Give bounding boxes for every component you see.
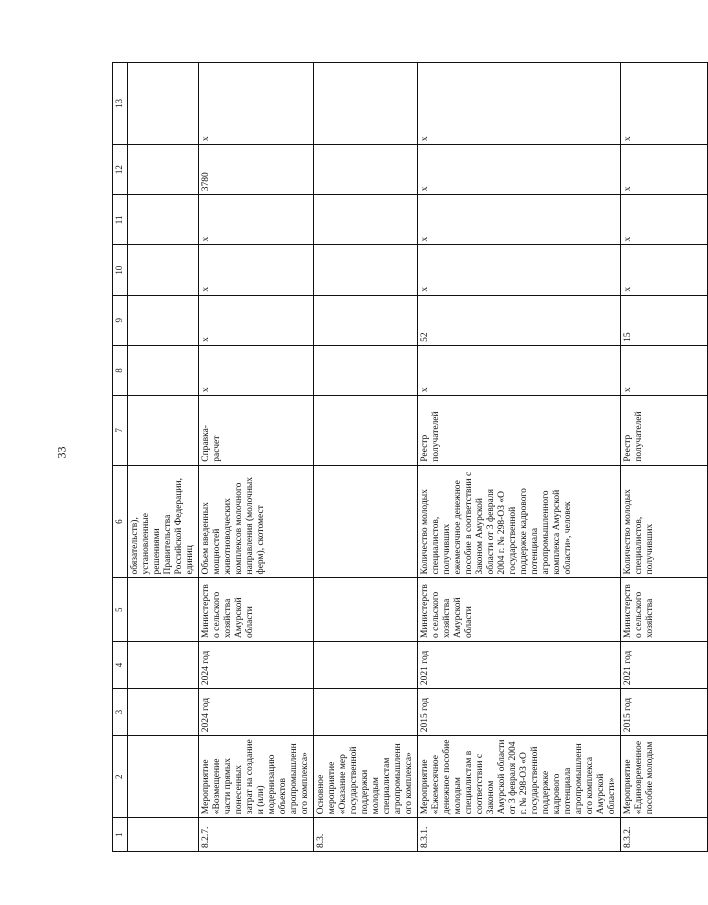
table-cell (128, 63, 199, 145)
table-cell (128, 641, 199, 688)
table-cell: 2021 год (418, 641, 621, 688)
header-cell: 6 (113, 465, 128, 578)
table-cell: Мероприятие «Ежемесячное денежное пособие молодым специалистам в соответствии с Законом Амурской области от 3 февраля 2004 г. № 298-ОЗ «О государственной поддержке кадрового потенциала агропромышленного комплекса Амурской области» (418, 736, 621, 818)
table-cell: 2021 год (621, 641, 708, 688)
table-cell: Справка-расчет (199, 396, 314, 466)
table-cell: Объем введенных мощностей животноводческих комплексов молочного направления (молочных ферм), скотомест (199, 465, 314, 578)
table-cell: 15 (621, 295, 708, 345)
rotated-table-wrapper (112, 62, 655, 852)
table-cell (128, 396, 199, 466)
table-cell: Количество молодых специалистов, получивших ежемесячное денежное пособие в соответствии с Законом Амурской области от 3 февраля 2004 г. № 298-ОЗ «О государственной поддержке кадрового потенциала агропромышленного комплекса Амурской области», человек (418, 465, 621, 578)
table-cell: х (418, 145, 621, 195)
table-body (113, 63, 708, 852)
table-cell: 2024 год (199, 641, 314, 688)
table-row (314, 63, 418, 852)
table-cell (128, 818, 199, 852)
table-cell: обязательств), установленные решениями Правительства Российской Федерации, единиц (128, 465, 199, 578)
table-cell (314, 345, 418, 395)
table-cell: х (621, 195, 708, 245)
table-cell (314, 145, 418, 195)
table-row (199, 63, 314, 852)
table-cell: х (621, 63, 708, 145)
table-cell: Реестр получателей (621, 396, 708, 466)
header-cell: 3 (113, 689, 128, 736)
table-cell (314, 578, 418, 642)
table-cell: х (199, 345, 314, 395)
table-cell (314, 295, 418, 345)
table-cell: х (621, 245, 708, 295)
table-cell: х (418, 245, 621, 295)
table-cell: х (418, 345, 621, 395)
header-cell: 9 (113, 295, 128, 345)
table-cell (314, 245, 418, 295)
header-cell: 2 (113, 736, 128, 818)
table-cell: х (199, 63, 314, 145)
table-cell (128, 195, 199, 245)
header-cell: 7 (113, 396, 128, 466)
table-cell: Министерство сельского хозяйства (621, 578, 708, 642)
table-cell (128, 295, 199, 345)
table-cell: Мероприятие «Единовременное пособие молодым (621, 736, 708, 818)
header-row (113, 63, 128, 852)
header-cell: 4 (113, 641, 128, 688)
table-cell: 3780 (199, 145, 314, 195)
table-cell (128, 345, 199, 395)
table-cell (314, 465, 418, 578)
table-cell: Основное мероприятие «Оказание мер государственной поддержки молодым специалистам агропромышленного комплекса» (314, 736, 418, 818)
table-cell: 52 (418, 295, 621, 345)
page-number: 33 (54, 446, 69, 459)
table-cell: 2015 год (621, 689, 708, 736)
table-cell: х (621, 345, 708, 395)
header-cell: 13 (113, 63, 128, 145)
table-cell: 8.3.1. (418, 818, 621, 852)
program-table (112, 62, 708, 852)
table-cell: Реестр получателей (418, 396, 621, 466)
table-cell: 2015 год (418, 689, 621, 736)
table-cell (314, 396, 418, 466)
table-cell: Мероприятие «Возмещение части прямых понесенных затрат на создание и (или) модернизацию объектов агропромышленного комплекса» (199, 736, 314, 818)
table-cell: 2024 год (199, 689, 314, 736)
table-cell (314, 195, 418, 245)
table-cell (128, 145, 199, 195)
table-cell: х (199, 195, 314, 245)
table-cell: х (621, 145, 708, 195)
table-cell (314, 63, 418, 145)
table-cell: 8.3.2. (621, 818, 708, 852)
table-row (128, 63, 199, 852)
table-cell (128, 578, 199, 642)
header-cell: 8 (113, 345, 128, 395)
table-cell: х (199, 245, 314, 295)
header-cell: 1 (113, 818, 128, 852)
header-cell: 12 (113, 145, 128, 195)
header-cell: 10 (113, 245, 128, 295)
table-cell: Министерство сельского хозяйства Амурской области (418, 578, 621, 642)
table-cell: х (199, 295, 314, 345)
table-cell: Количество молодых специалистов, получивших (621, 465, 708, 578)
header-cell: 11 (113, 195, 128, 245)
table-cell (128, 245, 199, 295)
table-cell (314, 689, 418, 736)
table-cell: х (418, 63, 621, 145)
header-cell: 5 (113, 578, 128, 642)
table-cell: 8.2.7. (199, 818, 314, 852)
table-cell: х (418, 195, 621, 245)
table-row (621, 63, 708, 852)
table-cell (128, 736, 199, 818)
table-cell: Министерство сельского хозяйства Амурской области (199, 578, 314, 642)
table-cell: 8.3. (314, 818, 418, 852)
table-cell (314, 641, 418, 688)
table-cell (128, 689, 199, 736)
table-row (418, 63, 621, 852)
